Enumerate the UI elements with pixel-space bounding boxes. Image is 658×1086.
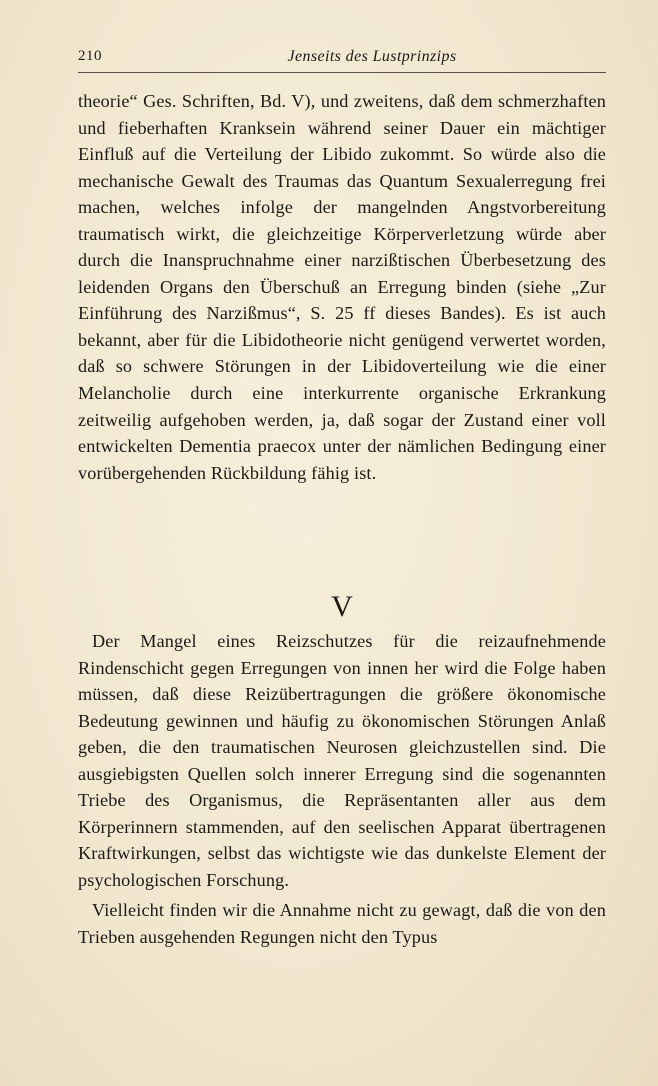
page-number: 210 bbox=[78, 48, 102, 64]
paragraph: theorie“ Ges. Schriften, Bd. V), und zweitens, daß dem schmerzhaften und fieberhaften Kranksein während seiner Dauer ein mächtiger Einfluß auf die Verteilung der Libido zukommt. So würde also die mechanische Gewalt des Traumas das Quantum Sexualerregung frei machen, welches infolge der mangelnden Angstvorbereitung traumatisch wirkt, die gleichzeitige Körperverletzung würde aber durch die Inanspruchnahme einer narzißtischen Überbesetzung des leidenden Organs den Überschuß an Erregung binden (siehe „Zur Einführung des Narzißmus“, S. 25 ff dieses Bandes). Es ist auch bekannt, aber für die Libidotheorie nicht genügend verwertet worden, daß so schwere Störungen in der Libidoverteilung wie die einer Melancholie durch eine interkurrente organische Erkrankung zeitweilig aufgehoben werden, ja, daß sogar der Zustand einer voll entwickelten Dementia praecox unter der nämlichen Bedingung einer vorübergehenden Rückbildung fähig ist. bbox=[78, 91, 606, 483]
section-heading: V bbox=[331, 590, 353, 623]
paragraph: Vielleicht finden wir die Annahme nicht zu gewagt, daß die von den Trieben ausgehenden Regungen nicht den Typus bbox=[78, 900, 606, 948]
body-text-section bbox=[78, 628, 606, 951]
paragraph: Der Mangel eines Reizschutzes für die reizaufnehmende Rindenschicht gegen Erregungen von innen her wird die Folge haben müssen, daß diese Reizübertragungen die größere ökonomische Bedeutung gewinnen und häufig zu ökonomischen Störungen Anlaß geben, die den traumatischen Neurosen gleichzustellen sind. Die ausgiebigsten Quellen solch innerer Erregung sind die sogenannten Triebe des Organismus, die Repräsentanten aller aus dem Körperinnern stammenden, auf den seelischen Apparat übertragenen Kraftwirkungen, selbst das wichtigste wie das dunkelste Element der psychologischen Forschung. bbox=[78, 631, 606, 890]
body-text-top bbox=[78, 88, 606, 486]
running-title: Jenseits des Lustprinzips bbox=[287, 48, 457, 65]
running-head bbox=[78, 48, 606, 73]
